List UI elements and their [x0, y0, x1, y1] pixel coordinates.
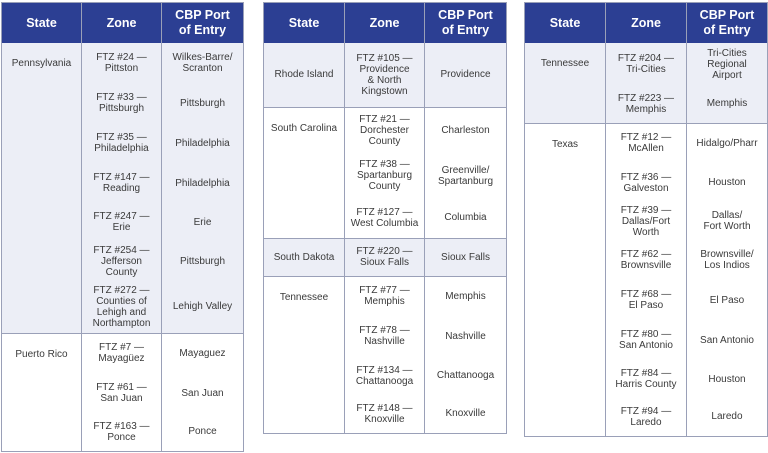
- table-header: [264, 3, 507, 44]
- zone-cell: FTZ #21 — Dorchester County: [345, 107, 425, 153]
- port-cell: Dallas/ Fort Worth: [687, 202, 768, 240]
- port-cell: El Paso: [687, 280, 768, 320]
- table-row: [525, 123, 768, 163]
- state-cell: South Carolina: [264, 107, 345, 238]
- header-port: CBP Port of Entry: [425, 3, 507, 44]
- port-cell: Knoxville: [425, 395, 507, 433]
- zone-cell: FTZ #163 — Ponce: [82, 413, 162, 451]
- port-cell: Erie: [162, 203, 244, 241]
- port-cell: Columbia: [425, 198, 507, 238]
- port-cell: Chattanooga: [425, 356, 507, 395]
- table-row: [2, 333, 244, 373]
- header-zone: Zone: [82, 3, 162, 44]
- table-header: [525, 3, 768, 44]
- header-state: State: [525, 3, 606, 44]
- port-cell: Tri-Cities Regional Airport: [687, 43, 768, 85]
- header-port: CBP Port of Entry: [162, 3, 244, 44]
- port-cell: Providence: [425, 43, 507, 107]
- port-cell: Houston: [687, 360, 768, 398]
- zone-cell: FTZ #204 — Tri-Cities: [606, 43, 687, 85]
- port-cell: San Juan: [162, 373, 244, 413]
- zone-cell: FTZ #127 — West Columbia: [345, 198, 425, 238]
- ftz-table-2: [263, 2, 507, 434]
- zone-cell: FTZ #84 — Harris County: [606, 360, 687, 398]
- port-cell: Mayaguez: [162, 333, 244, 373]
- state-cell: Puerto Rico: [2, 333, 82, 451]
- table-row: [264, 43, 507, 107]
- port-cell: Memphis: [425, 276, 507, 316]
- port-cell: Pittsburgh: [162, 241, 244, 281]
- table-row: [264, 276, 507, 316]
- port-cell: Nashville: [425, 316, 507, 356]
- zone-cell: FTZ #24 — Pittston: [82, 43, 162, 83]
- port-cell: Sioux Falls: [425, 238, 507, 276]
- header-state: State: [264, 3, 345, 44]
- port-cell: Houston: [687, 163, 768, 202]
- zone-cell: FTZ #148 — Knoxville: [345, 395, 425, 433]
- port-cell: Philadelphia: [162, 123, 244, 163]
- zone-cell: FTZ #220 — Sioux Falls: [345, 238, 425, 276]
- zone-cell: FTZ #254 — Jefferson County: [82, 241, 162, 281]
- port-cell: Ponce: [162, 413, 244, 451]
- port-cell: Memphis: [687, 85, 768, 123]
- port-cell: Hidalgo/Pharr: [687, 123, 768, 163]
- zone-cell: FTZ #36 — Galveston: [606, 163, 687, 202]
- zone-cell: FTZ #12 — McAllen: [606, 123, 687, 163]
- header-zone: Zone: [345, 3, 425, 44]
- state-group-pennsylvania: [2, 43, 244, 333]
- zone-cell: FTZ #247 — Erie: [82, 203, 162, 241]
- zone-cell: FTZ #61 — San Juan: [82, 373, 162, 413]
- state-cell: Pennsylvania: [2, 43, 82, 333]
- table-row: [525, 43, 768, 85]
- state-cell: Tennessee: [525, 43, 606, 123]
- ftz-table-3: [524, 2, 768, 437]
- zone-cell: FTZ #272 — Counties of Lehigh and Northampton: [82, 281, 162, 333]
- header-state: State: [2, 3, 82, 44]
- state-cell: Texas: [525, 123, 606, 436]
- state-group-tennessee: [264, 276, 507, 433]
- zone-cell: FTZ #77 — Memphis: [345, 276, 425, 316]
- state-group-texas: [525, 123, 768, 436]
- zone-cell: FTZ #33 — Pittsburgh: [82, 83, 162, 123]
- port-cell: Brownsville/ Los Indios: [687, 240, 768, 280]
- zone-cell: FTZ #105 — Providence & North Kingstown: [345, 43, 425, 107]
- zone-cell: FTZ #134 — Chattanooga: [345, 356, 425, 395]
- header-zone: Zone: [606, 3, 687, 44]
- table-row: [264, 238, 507, 276]
- port-cell: San Antonio: [687, 320, 768, 360]
- zone-cell: FTZ #62 — Brownsville: [606, 240, 687, 280]
- state-cell: Rhode Island: [264, 43, 345, 107]
- zone-cell: FTZ #147 — Reading: [82, 163, 162, 203]
- state-group-tennessee: [525, 43, 768, 123]
- port-cell: Philadelphia: [162, 163, 244, 203]
- header-port: CBP Port of Entry: [687, 3, 768, 44]
- table-header: [2, 3, 244, 44]
- port-cell: Charleston: [425, 107, 507, 153]
- port-cell: Lehigh Valley: [162, 281, 244, 333]
- port-cell: Laredo: [687, 398, 768, 436]
- state-group-rhode-island: [264, 43, 507, 107]
- state-cell: Tennessee: [264, 276, 345, 433]
- state-group-south-carolina: [264, 107, 507, 238]
- port-cell: Pittsburgh: [162, 83, 244, 123]
- table-row: [264, 107, 507, 153]
- zone-cell: FTZ #38 — Spartanburg County: [345, 153, 425, 198]
- table-row: [2, 43, 244, 83]
- zone-cell: FTZ #223 — Memphis: [606, 85, 687, 123]
- state-cell: South Dakota: [264, 238, 345, 276]
- zone-cell: FTZ #7 — Mayagüez: [82, 333, 162, 373]
- state-group-puerto-rico: [2, 333, 244, 451]
- zone-cell: FTZ #39 — Dallas/Fort Worth: [606, 202, 687, 240]
- zone-cell: FTZ #35 — Philadelphia: [82, 123, 162, 163]
- port-cell: Wilkes-Barre/ Scranton: [162, 43, 244, 83]
- zone-cell: FTZ #78 — Nashville: [345, 316, 425, 356]
- zone-cell: FTZ #80 — San Antonio: [606, 320, 687, 360]
- zone-cell: FTZ #68 — El Paso: [606, 280, 687, 320]
- port-cell: Greenville/ Spartanburg: [425, 153, 507, 198]
- ftz-table-1: [1, 2, 244, 452]
- state-group-south-dakota: [264, 238, 507, 276]
- zone-cell: FTZ #94 — Laredo: [606, 398, 687, 436]
